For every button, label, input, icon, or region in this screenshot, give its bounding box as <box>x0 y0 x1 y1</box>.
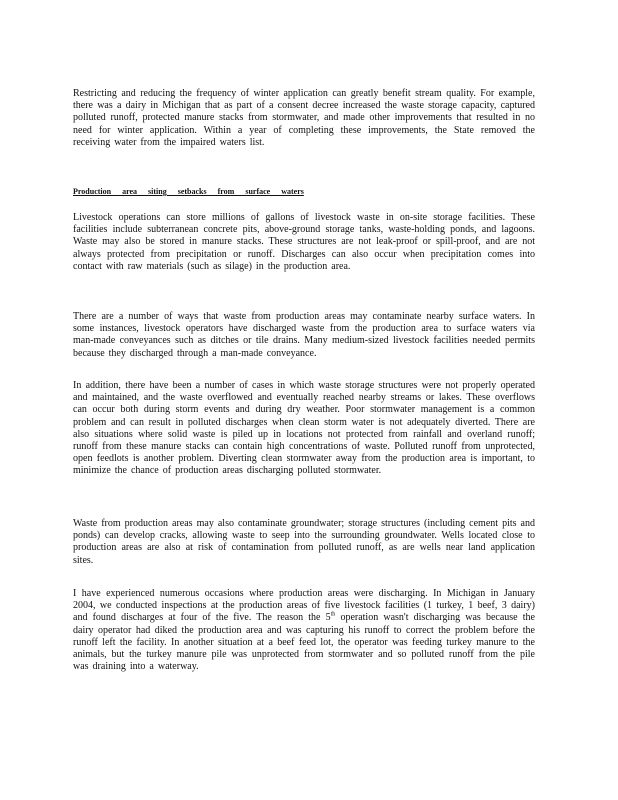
inspections-text-part2: operation wasn't discharging was because the dairy operator had diked the production area and was capturing his runoff to correct the problem before the runoff left the facility. In another situation at a beef feed lot, the operator was feeding turkey manure to the animals, but the turkey manure pile was unprotected from stormwater and so polluted runoff from the pile was draining into a waterway. <box>73 612 535 673</box>
inspections-text-part1: I have experienced numerous occasions where production areas were discharging. In Michigan in January 2004, we conducted inspections at the production areas of five livestock facilities (1 turkey, 1 beef, 3 dairy) and found discharges at four of the five. The reason the 5 <box>73 588 535 624</box>
paragraph-overflows: In addition, there have been a number of cases in which waste storage structures were not properly operated and maintained, and the waste overflowed and eventually reached nearby streams or lakes. These overflows can occur both during storm events and during dry weather. Poor stormwater management is a common problem and can result in polluted discharges when clean storm water is not adequately diverted. There are also situations where solid waste is piled up in locations not protected from rainfall and overland runoff; runoff from these manure stacks can contain high concentrations of waste. Polluted runoff from unprotected, open feedlots is another problem. Diverting clean stormwater away from the production area is important, to minimize the chance of production areas discharging polluted stormwater. <box>73 380 535 477</box>
paragraph-surface-waters: There are a number of ways that waste from production areas may contaminate nearby surface waters. In some instances, livestock operators have discharged waste from the production area to surface waters via man-made conveyances such as ditches or tile drains. Many medium-sized livestock facilities needed permits because they discharged through a man-made conveyance. <box>73 311 535 359</box>
section-heading: Production area siting setbacks from surface waters <box>73 187 304 196</box>
paragraph-groundwater: Waste from production areas may also contaminate groundwater; storage structures (including cement pits and ponds) can develop cracks, allowing waste to seep into the surrounding groundwater. Wells located close to production areas are also at risk of contamination from polluted runoff, as are wells near land application sites. <box>73 518 535 566</box>
paragraph-inspections <box>73 588 535 673</box>
paragraph-storage-facilities: Livestock operations can store millions of gallons of livestock waste in on-site storage facilities. These facilities include subterranean concrete pits, above-ground storage tanks, waste-holding ponds, and lagoons. Waste may also be stored in manure stacks. These structures are not leak-proof or spill-proof, and are not always protected from precipitation or runoff. Discharges can also occur when precipitation comes into contact with raw materials (such as silage) in the production area. <box>73 212 535 272</box>
ordinal-superscript: th <box>330 612 336 619</box>
paragraph-winter-application: Restricting and reducing the frequency of winter application can greatly benefit stream quality. For example, there was a dairy in Michigan that as part of a consent decree increased the waste storage capacity, captured polluted runoff, protected manure stacks from stormwater, and made other improvements that resulted in no need for winter application. Within a year of completing these improvements, the State removed the receiving water from the impaired waters list. <box>73 88 535 148</box>
